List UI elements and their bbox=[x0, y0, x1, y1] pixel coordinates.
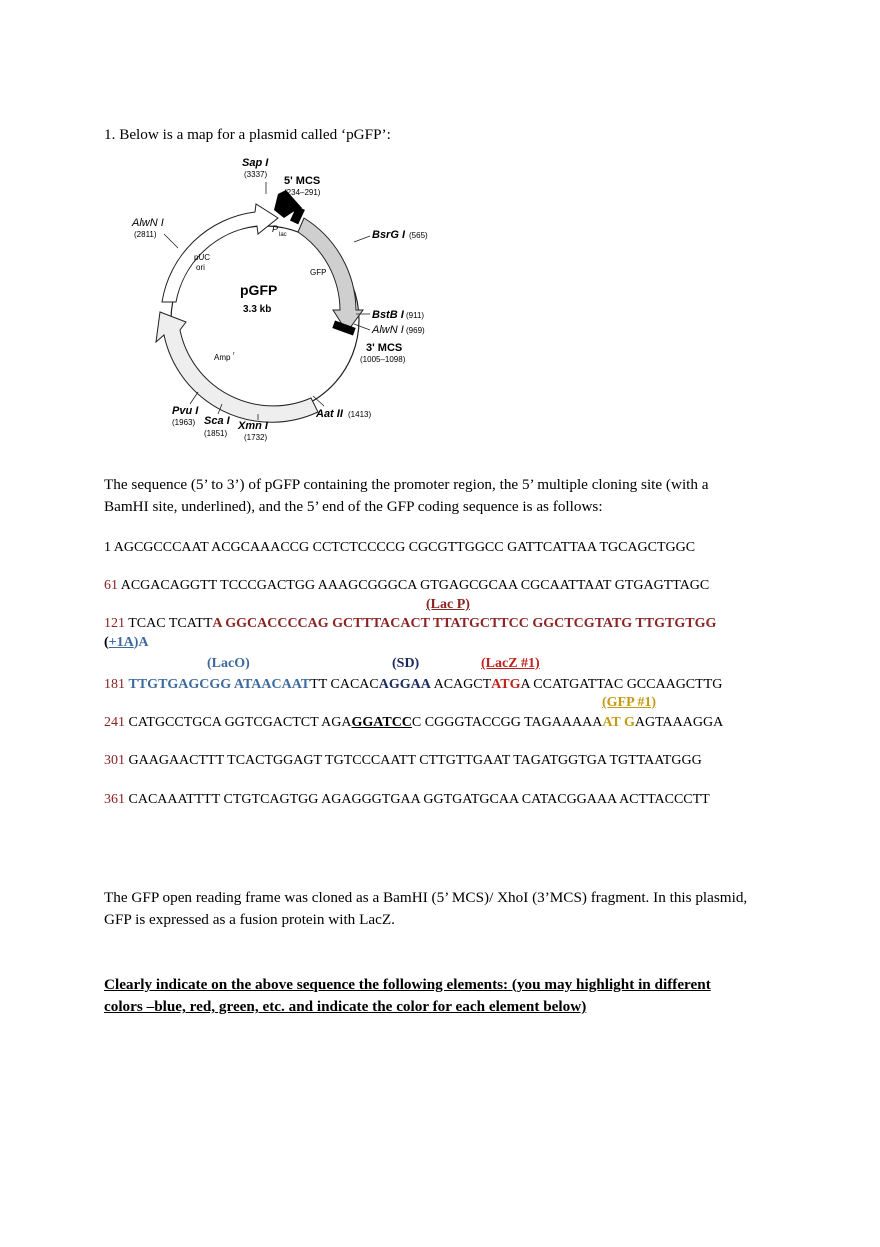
amp-label: Amp bbox=[214, 353, 231, 362]
plasmid-map bbox=[128, 152, 428, 447]
position-number: 361 bbox=[104, 792, 125, 807]
bsrgi-label: BsrG I bbox=[372, 229, 406, 241]
sequence-row-301 bbox=[104, 753, 702, 769]
sequence-row-181 bbox=[104, 677, 722, 693]
instruction-line-2: colors –blue, red, green, etc. and indicate the color for each element below) bbox=[104, 998, 587, 1015]
sequence-text: CATGCCTGCA GGTCGACTCT AGA bbox=[128, 715, 352, 730]
mcs5-label: 5' MCS bbox=[284, 175, 321, 187]
plasmid-size: 3.3 kb bbox=[243, 304, 272, 315]
aatii-pos: (1413) bbox=[348, 410, 372, 419]
plasmid-name: pGFP bbox=[240, 282, 278, 298]
bstbi-label: BstB I bbox=[372, 309, 404, 321]
pvui-pos: (1963) bbox=[172, 418, 196, 427]
mcs3-pos: (1005–1098) bbox=[360, 355, 406, 364]
ori-label: ori bbox=[196, 263, 205, 272]
sequence-text: TCAC TCATT bbox=[128, 616, 213, 631]
sequence-text: TT CACAC bbox=[310, 677, 379, 692]
lac-o-label: (LacO) bbox=[207, 656, 250, 671]
sequence-text: CACAAATTTT CTGTCAGTGG AGAGGGTGAA GGTGATGCAA CATACGGAAA ACTTACCCTT bbox=[128, 792, 710, 807]
plac-sub: lac bbox=[279, 232, 287, 238]
sequence-text: A CCATGATTAC GCCAAGCTTG bbox=[520, 677, 723, 692]
position-number: 1 bbox=[104, 540, 111, 555]
plus-one-base: )A bbox=[133, 635, 149, 650]
gfp-note-line-2: GFP is expressed as a fusion protein with LacZ. bbox=[104, 911, 395, 928]
position-number: 241 bbox=[104, 715, 125, 730]
plus-one-label: +1A bbox=[108, 635, 134, 650]
sequence-text: ACAGCT bbox=[430, 677, 492, 692]
lac-o-sequence: TTGTGAGCGG ATAACAAT bbox=[128, 677, 311, 692]
gfp-note-line-1: The GFP open reading frame was cloned as a BamHI (5’ MCS)/ XhoI (3’MCS) fragment. In this plasmid, bbox=[104, 889, 748, 906]
mcs5-pos: (234–291) bbox=[284, 188, 321, 197]
sequence-text: C CGGGTACCGG TAGAAAAA bbox=[411, 715, 603, 730]
sapi-pos: (3337) bbox=[244, 170, 268, 179]
mcs3-label: 3' MCS bbox=[366, 342, 403, 354]
sequence-row-241 bbox=[104, 715, 723, 731]
sequence-intro-line-2: BamHI site, underlined), and the 5’ end of the GFP coding sequence is as follows: bbox=[104, 498, 603, 515]
pvui-label: Pvu I bbox=[172, 405, 199, 417]
paren-open: ( bbox=[104, 635, 109, 650]
position-number: 61 bbox=[104, 578, 118, 593]
amp-sup: r bbox=[233, 351, 235, 357]
sequence-row-1 bbox=[104, 540, 695, 556]
alwni2-pos: (969) bbox=[406, 326, 425, 335]
instruction-line-1: Clearly indicate on the above sequence the following elements: (you may highlight in different bbox=[104, 976, 711, 993]
sapi-label: Sap I bbox=[242, 157, 269, 169]
sequence-text: AGTAAAGGA bbox=[634, 715, 724, 730]
sequence-text: GAAGAACTTT TCACTGGAGT TGTCCCAATT CTTGTTGAAT TAGATGGTGA TGTTAATGGG bbox=[128, 753, 702, 768]
lac-p-label: (Lac P) bbox=[426, 597, 470, 612]
sequence-row-121-wrap bbox=[104, 635, 149, 651]
lacz-label: (LacZ #1) bbox=[481, 656, 540, 671]
alwni2-label: AlwN I bbox=[372, 324, 404, 336]
sequence-text: AGCGCCCAAT ACGCAAACCG CCTCTCCCCG CGCGTTGGCC GATTCATTAA TGCAGCTGGC bbox=[113, 540, 696, 555]
position-number: 301 bbox=[104, 753, 125, 768]
position-number: 181 bbox=[104, 677, 125, 692]
gfp-start-codon: AT G bbox=[602, 715, 635, 730]
puc-label: pUC bbox=[194, 253, 211, 262]
bstbi-pos: (911) bbox=[406, 311, 425, 320]
xmni-pos: (1732) bbox=[244, 433, 268, 442]
bamhi-site: GGATCC bbox=[351, 715, 412, 730]
xmni-label: Xmn I bbox=[238, 420, 268, 432]
scai-pos: (1851) bbox=[204, 429, 228, 438]
plac-label: P bbox=[272, 224, 279, 234]
scai-label: Sca I bbox=[204, 415, 230, 427]
question-intro: 1. Below is a map for a plasmid called ‘pGFP’: bbox=[104, 126, 391, 143]
sd-label: (SD) bbox=[392, 656, 420, 671]
sequence-row-121 bbox=[104, 616, 716, 632]
gfp-label: (GFP #1) bbox=[602, 695, 657, 710]
sequence-intro-line-1: The sequence (5’ to 3’) of pGFP containing the promoter region, the 5’ multiple cloning site (with a bbox=[104, 476, 709, 493]
bsrgi-pos: (565) bbox=[409, 231, 428, 240]
lacz-start-codon: ATG bbox=[491, 677, 521, 692]
sequence-row-361 bbox=[104, 792, 710, 808]
lac-p-sequence: A GGCACCCCAG GCTTTACACT TTATGCTTCC GGCTCGTATG TTGTGTGG bbox=[212, 616, 717, 631]
aatii-label: Aat II bbox=[316, 408, 343, 420]
gfp-feature-label: GFP bbox=[310, 268, 327, 277]
sequence-text: ACGACAGGTT TCCCGACTGG AAAGCGGGCA GTGAGCGCAA CGCAATTAAT GTGAGTTAGC bbox=[120, 578, 710, 593]
alwni1-label: AlwN I bbox=[132, 217, 164, 229]
gfp-arrow bbox=[298, 218, 363, 332]
sd-sequence: AGGAA bbox=[378, 677, 431, 692]
alwni1-pos: (2811) bbox=[134, 230, 157, 239]
position-number: 121 bbox=[104, 616, 125, 631]
sequence-row-61 bbox=[104, 578, 709, 594]
